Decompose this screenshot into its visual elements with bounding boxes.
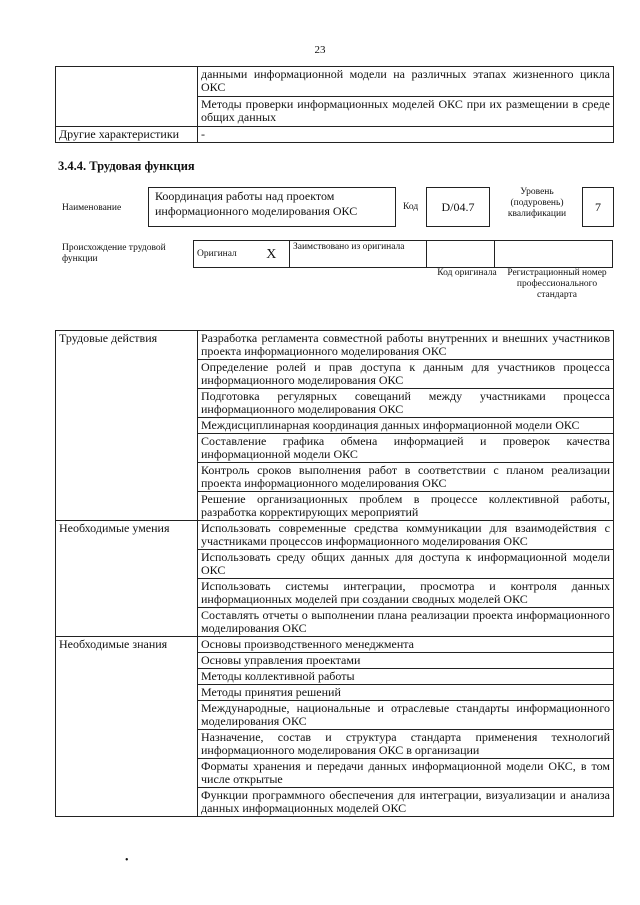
row-text: -	[198, 127, 614, 143]
origin-table	[193, 240, 613, 268]
original-label: Оригинал	[194, 241, 254, 268]
original-mark: X	[254, 241, 290, 268]
row-text: данными информационной модели на различных этапах жизненного цикла ОКС	[198, 67, 614, 97]
row-text: Методы проверки информационных моделей ОКС при их размещении в среде общих данных	[198, 97, 614, 127]
table-row	[56, 521, 614, 550]
group-label: Необходимые знания	[56, 637, 198, 817]
list-item: Разработка регламента совместной работы внутренних и внешних участников проекта информационного моделирования ОКС	[198, 331, 614, 360]
main-table	[55, 330, 614, 817]
row-label: Другие характеристики	[56, 127, 198, 143]
code-value: D/04.7	[441, 199, 475, 214]
list-item: Методы принятия решений	[198, 685, 614, 701]
continuation-table	[55, 66, 614, 143]
borrowed-label: Заимствовано из оригинала	[290, 241, 427, 268]
list-item: Назначение, состав и структура стандарта применения технологий информационного моделирования ОКС в организации	[198, 730, 614, 759]
name-label: Наименование	[62, 203, 122, 213]
table-row	[56, 97, 614, 127]
list-item: Составлять отчеты о выполнении плана реализации проекта информационного моделирования ОКС	[198, 608, 614, 637]
name-box	[148, 187, 396, 227]
row-label	[56, 97, 198, 127]
group-label: Необходимые умения	[56, 521, 198, 637]
list-item: Определение ролей и прав доступа к данным для участников процесса информационного моделирования ОКС	[198, 360, 614, 389]
list-item: Подготовка регулярных совещаний между участниками процесса информационного моделирования ОКС	[198, 389, 614, 418]
list-item: Форматы хранения и передачи данных информационной модели ОКС, в том числе открытые	[198, 759, 614, 788]
level-value: 7	[595, 199, 601, 214]
list-item: Основы управления проектами	[198, 653, 614, 669]
code-box	[426, 187, 490, 227]
section-heading: 3.4.4. Трудовая функция	[58, 159, 195, 173]
reg-caption: Регистрационный номер профессионального стандарта	[507, 268, 607, 300]
row-label	[56, 67, 198, 97]
group-label: Трудовые действия	[56, 331, 198, 521]
list-item: Использовать среду общих данных для доступа к информационной модели ОКС	[198, 550, 614, 579]
list-item: Международные, национальные и отраслевые стандарты информационного моделирования ОКС	[198, 701, 614, 730]
table-row	[56, 67, 614, 97]
list-item: Решение организационных проблем в процессе коллективной работы, разработка корректирующих мероприятий	[198, 492, 614, 521]
stray-mark: •	[125, 855, 129, 866]
list-item: Использовать системы интеграции, просмотра и контроля данных информационных моделей при создании сводных моделей ОКС	[198, 579, 614, 608]
list-item: Междисциплинарная координация данных информационной модели ОКС	[198, 418, 614, 434]
code-label: Код	[403, 202, 419, 212]
table-row	[56, 637, 614, 653]
list-item: Составление графика обмена информацией и проверок качества информационной модели ОКС	[198, 434, 614, 463]
table-row	[56, 127, 614, 143]
reg-number-cell	[495, 241, 613, 268]
list-item: Контроль сроков выполнения работ в соответствии с планом реализации проекта информационного моделирования ОКС	[198, 463, 614, 492]
list-item: Методы коллективной работы	[198, 669, 614, 685]
level-box	[582, 187, 614, 227]
level-label: Уровень (подуровень) квалификации	[507, 187, 567, 219]
code-caption: Код оригинала	[437, 268, 497, 278]
origin-label: Происхождение трудовой функции	[62, 243, 166, 264]
name-value: Координация работы над проектом информационного моделирования ОКС	[155, 189, 358, 218]
original-code-cell	[427, 241, 495, 268]
list-item: Функции программного обеспечения для интеграции, визуализации и анализа данных информационных моделей ОКС	[198, 788, 614, 817]
page-number: 23	[314, 44, 326, 56]
table-row	[56, 331, 614, 360]
list-item: Основы производственного менеджмента	[198, 637, 614, 653]
list-item: Использовать современные средства коммуникации для взаимодействия с участниками процессов информационного моделирования ОКС	[198, 521, 614, 550]
table-row	[194, 241, 613, 268]
